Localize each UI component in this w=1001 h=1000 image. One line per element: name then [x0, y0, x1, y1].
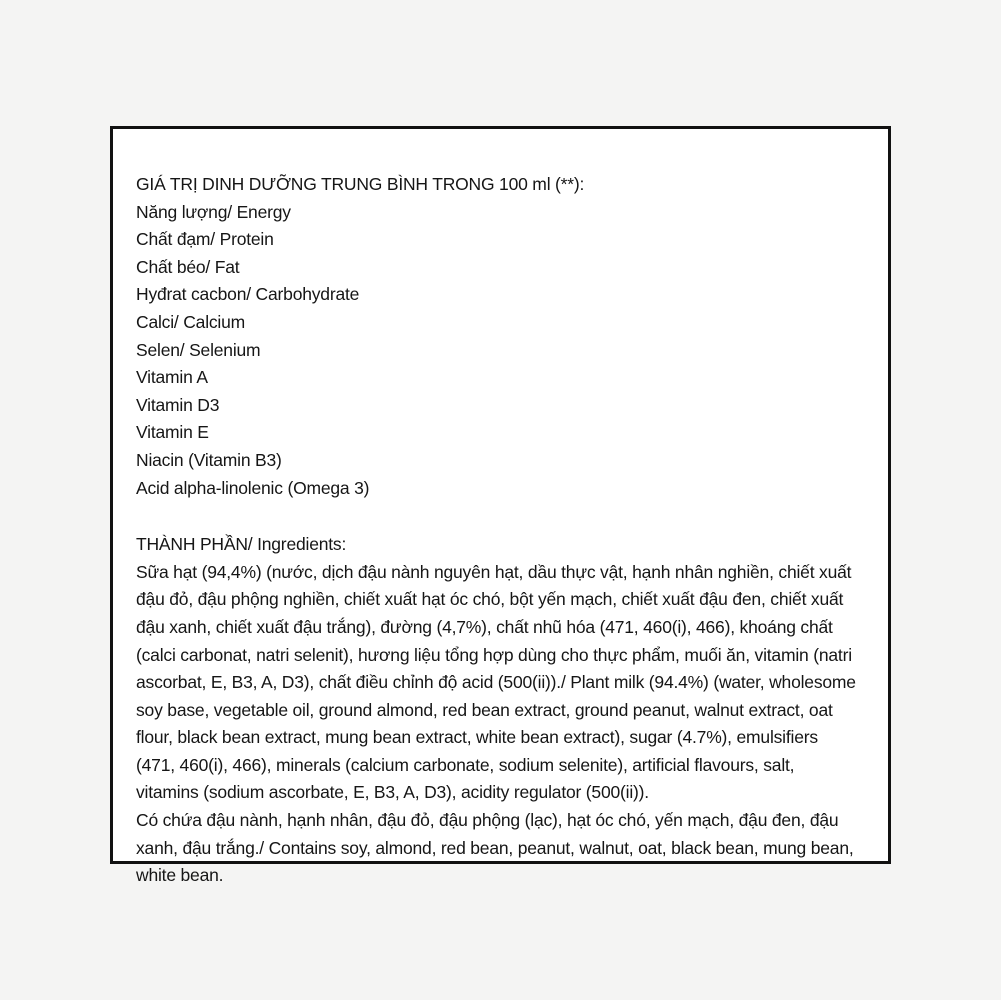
nutrient-row-carbohydrate: Hyđrat cacbon/ Carbohydrate — [136, 284, 360, 305]
nutrient-row-vitamin-e: Vitamin E — [136, 422, 209, 443]
ingredients-heading: THÀNH PHẦN/ Ingredients: — [136, 534, 347, 555]
nutrition-title: GIÁ TRỊ DINH DƯỠNG TRUNG BÌNH TRONG 100 ml (**): — [136, 174, 585, 194]
nutrient-row-vitamin-a: Vitamin A — [136, 367, 208, 388]
nutrient-row-selenium: Selen/ Selenium — [136, 339, 261, 360]
nutrient-row-niacin: Niacin (Vitamin B3) — [136, 449, 282, 470]
nutrient-row-fat: Chất béo/ Fat — [136, 256, 240, 277]
nutrient-row-vitamin-d3: Vitamin D3 — [136, 394, 220, 415]
allergen-statement: Có chứa đậu nành, hạnh nhân, đậu đỏ, đậu phộng (lạc), hạt óc chó, yến mạch, đậu đen, đậu xanh, đậu trắng./ Contains soy, almond, red bean, peanut, walnut, oat, black bean, mung bean, white bean. — [136, 810, 854, 886]
nutrient-row-omega-3: Acid alpha-linolenic (Omega 3) — [136, 477, 370, 498]
nutrient-row-energy: Năng lượng/ Energy — [136, 201, 291, 222]
nutrition-label-panel — [110, 126, 891, 886]
ingredients-body: Sữa hạt (94,4%) (nước, dịch đậu nành nguyên hạt, dầu thực vật, hạnh nhân nghiền, chiết xuất đậu đỏ, đậu phộng nghiền, chiết xuất hạt óc chó, bột yến mạch, chiết xuất đậu đen, chiết xuất đậu xanh, chiết xuất đậu trắng), đường (4,7%), chất nhũ hóa (471, 460(i), 466), khoáng chất (calci carbonat, natri selenit), hương liệu tổng hợp dùng cho thực phẩm, muối ăn, vitamin (natri ascorbat, E, B3, A, D3), chất điều chỉnh độ acid (500(ii))./ Plant milk (94.4%) (water, wholesome soy base, vegetable oil, ground almond, red bean extract, ground peanut, walnut extract, oat flour, black bean extract, mung bean extract, white bean extract), sugar (4.7%), emulsifiers (471, 460(i), 466), minerals (calcium carbonate, sodium selenite), artificial flavours, salt, vitamins (sodium ascorbate, E, B3, A, D3), acidity regulator (500(ii)). — [136, 561, 856, 803]
nutrient-row-protein: Chất đạm/ Protein — [136, 229, 274, 250]
nutrient-row-calcium: Calci/ Calcium — [136, 311, 246, 332]
